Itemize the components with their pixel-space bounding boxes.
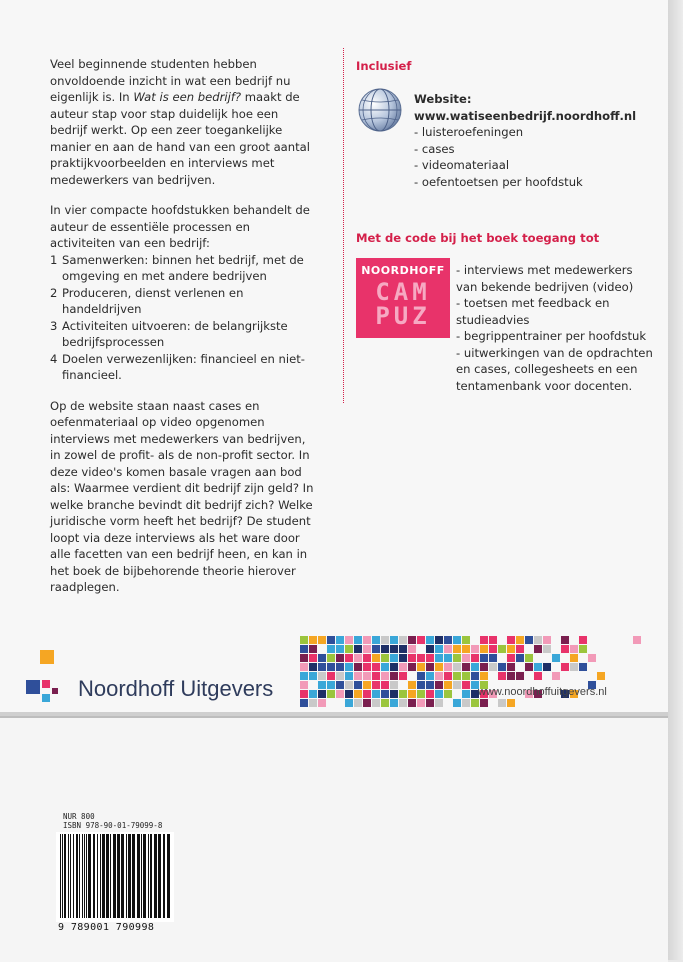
pixel-square (408, 690, 416, 698)
noordhoff-campus-logo: NOORDHOFF CAM PUZ (356, 258, 450, 338)
pixel-square (399, 690, 407, 698)
barcode-bar (158, 834, 161, 918)
pixel-square (561, 636, 569, 644)
pixel-square (327, 681, 335, 689)
pixel-square (525, 654, 533, 662)
pixel-square (516, 654, 524, 662)
pixel-square (426, 645, 434, 653)
pixel-square (525, 663, 533, 671)
pixel-square (435, 663, 443, 671)
pixel-square (534, 645, 542, 653)
pixel-square (300, 663, 308, 671)
chapter-item: 1 Samenwerken: binnen het bedrijf, met de omgeving en met andere bedrijven (50, 252, 304, 283)
pixel-square (480, 663, 488, 671)
pixel-square (309, 672, 317, 680)
pixel-square (462, 663, 470, 671)
pixel-square (507, 672, 515, 680)
pixel-square (345, 672, 353, 680)
pixel-square (363, 672, 371, 680)
pixel-square (408, 699, 416, 707)
pixel-square (435, 681, 443, 689)
publisher-name: Noordhoff Uitgevers (78, 676, 274, 701)
barcode-digits: 9 789001 790998 (58, 922, 155, 933)
pixel-square (354, 672, 362, 680)
barcode-bar (100, 834, 101, 918)
decorative-pixel-pattern (300, 636, 668, 712)
pixel-square (633, 636, 641, 644)
pixel-square (336, 654, 344, 662)
pixel-square (354, 645, 362, 653)
pixel-square (453, 654, 461, 662)
pixel-square (300, 636, 308, 644)
pixel-square (507, 645, 515, 653)
barcode-bar (110, 834, 111, 918)
pixel-square (507, 663, 515, 671)
barcode-bar (132, 834, 135, 918)
pixel-square (444, 690, 452, 698)
barcode-bar (70, 834, 71, 918)
pixel-square (381, 699, 389, 707)
pixel-square (381, 645, 389, 653)
pixel-square (300, 672, 308, 680)
barcode-bar (143, 834, 146, 918)
pixel-square (453, 672, 461, 680)
pixel-square (327, 654, 335, 662)
pixel-square (453, 663, 461, 671)
barcode-bar (121, 834, 124, 918)
pixel-square (408, 681, 416, 689)
pixel-square (381, 672, 389, 680)
pixel-square (390, 690, 398, 698)
pixel-square (363, 699, 371, 707)
pixel-square (399, 672, 407, 680)
pixel-square (309, 699, 317, 707)
globe-icon (356, 86, 404, 134)
pixel-square (426, 663, 434, 671)
barcode-bar (79, 834, 80, 918)
pixel-square (327, 690, 335, 698)
pixel-square (471, 699, 479, 707)
pixel-square (426, 690, 434, 698)
pixel-square (570, 663, 578, 671)
pixel-square (462, 654, 470, 662)
pixel-square (327, 672, 335, 680)
pixel-square (300, 681, 308, 689)
pixel-square (336, 636, 344, 644)
pixel-square (327, 636, 335, 644)
pixel-square (318, 636, 326, 644)
chapter-item: 2 Produceren, dienst verlenen en handeldrijven (50, 285, 244, 316)
pixel-square (444, 636, 452, 644)
list-item: - uitwerkingen van de opdrachten en cases, collegesheets en een tentamenbank voor docenten. (456, 345, 656, 395)
pixel-square (345, 690, 353, 698)
pixel-square (426, 681, 434, 689)
barcode-bar (73, 834, 74, 918)
pixel-square (435, 654, 443, 662)
pixel-square (516, 645, 524, 653)
pixel-square (525, 636, 533, 644)
pixel-square (318, 672, 326, 680)
pixel-square (363, 645, 371, 653)
pixel-square (372, 645, 380, 653)
pixel-square (426, 699, 434, 707)
pixel-square (336, 681, 344, 689)
pixel-square (543, 636, 551, 644)
pixel-square (318, 699, 326, 707)
pixel-square (390, 672, 398, 680)
isbn-barcode (56, 832, 174, 922)
pixel-square (363, 636, 371, 644)
pixel-square (390, 699, 398, 707)
pixel-square (300, 645, 308, 653)
pixel-square (354, 699, 362, 707)
pixel-square (399, 699, 407, 707)
pixel-square (345, 645, 353, 653)
pixel-square (354, 663, 362, 671)
pixel-square (318, 654, 326, 662)
pixel-square (390, 663, 398, 671)
pixel-square (507, 636, 515, 644)
pixel-square (471, 663, 479, 671)
pixel-square (309, 690, 317, 698)
pixel-square (588, 654, 596, 662)
pixel-square (417, 690, 425, 698)
pixel-square (372, 681, 380, 689)
pixel-square (417, 681, 425, 689)
pixel-square (354, 654, 362, 662)
column-divider (343, 48, 344, 403)
pixel-square (597, 672, 605, 680)
pixel-square (336, 663, 344, 671)
pixel-square (480, 645, 488, 653)
pixel-square (435, 672, 443, 680)
campus-features (456, 262, 656, 394)
pixel-square (381, 681, 389, 689)
pixel-square (498, 645, 506, 653)
pixel-square (300, 690, 308, 698)
pixel-square (336, 672, 344, 680)
barcode-bar (126, 834, 127, 918)
barcode-bar (163, 834, 165, 918)
pixel-square (345, 636, 353, 644)
code-access-heading: Met de code bij het boek toegang tot (356, 231, 600, 245)
pixel-square (372, 699, 380, 707)
pixel-square (435, 699, 443, 707)
pixel-square (444, 645, 452, 653)
pixel-square (552, 654, 560, 662)
pixel-square (354, 681, 362, 689)
barcode-bar (86, 834, 87, 918)
pixel-square (579, 636, 587, 644)
intro-paragraph: Veel beginnende studenten hebben onvoldoende inzicht in wat een bedrijf nu eigenlijk is. In Wat is een bedrijf? maakt de auteur stap voor stap duidelijk hoe een bedrijf werkt. Op een zeer toegankelijke manier en aan de hand van een groot aantal praktijkvoorbeelden en interviews met medewerkers van bedrijven. (50, 57, 310, 187)
pixel-square (381, 654, 389, 662)
barcode-bar (128, 834, 131, 918)
pixel-square (318, 681, 326, 689)
pixel-square (462, 681, 470, 689)
pixel-square (354, 636, 362, 644)
list-item: - interviews met medewerkers van bekende bedrijven (video) (456, 262, 656, 295)
pixel-square (345, 663, 353, 671)
pixel-square (345, 699, 353, 707)
pixel-square (300, 654, 308, 662)
pixel-square (462, 636, 470, 644)
pixel-square (309, 645, 317, 653)
pixel-square (444, 654, 452, 662)
pixel-square (372, 654, 380, 662)
barcode-bar (167, 834, 170, 918)
pixel-square (390, 681, 398, 689)
pixel-square (462, 672, 470, 680)
pixel-square (453, 699, 461, 707)
pixel-square (507, 654, 515, 662)
pixel-square (336, 645, 344, 653)
pixel-square (417, 663, 425, 671)
pixel-square (435, 645, 443, 653)
pixel-square (381, 663, 389, 671)
list-item: - toetsen met feedback en studieadvies (456, 295, 656, 328)
pixel-square (543, 645, 551, 653)
pixel-square (390, 636, 398, 644)
pixel-square (426, 636, 434, 644)
pixel-square (489, 663, 497, 671)
barcode-bar (113, 834, 116, 918)
chapter-item: 4 Doelen verwezenlijken: financieel en niet-financieel. (50, 351, 305, 382)
barcode-bar (84, 834, 85, 918)
pixel-square (516, 636, 524, 644)
pixel-square (372, 690, 380, 698)
chapter-list (50, 252, 318, 384)
pixel-square (561, 645, 569, 653)
barcode-bar (137, 834, 140, 918)
nur-isbn-text: NUR 800 ISBN 978-90-01-79099-8 (63, 812, 163, 830)
pixel-square (318, 690, 326, 698)
pixel-square (570, 654, 578, 662)
pixel-square (543, 663, 551, 671)
pixel-square (444, 681, 452, 689)
pixel-square (417, 636, 425, 644)
pixel-square (453, 645, 461, 653)
description-column (50, 56, 318, 610)
pixel-square (435, 690, 443, 698)
barcode-bar (88, 834, 91, 918)
pixel-square (399, 654, 407, 662)
pixel-square (417, 699, 425, 707)
barcode-bar (148, 834, 149, 918)
pixel-square (453, 681, 461, 689)
list-item: - cases (414, 141, 654, 158)
list-item: - luisteroefeningen (414, 124, 654, 141)
pixel-square (462, 699, 470, 707)
pixel-square (498, 672, 506, 680)
pixel-square (309, 663, 317, 671)
chapters-intro: In vier compacte hoofdstukken behandelt de auteur de essentiële processen en activiteiten van een bedrijf: (50, 203, 310, 250)
pixel-square (363, 663, 371, 671)
pixel-square (372, 672, 380, 680)
pixel-square (480, 636, 488, 644)
pixel-square (390, 654, 398, 662)
pixel-square (354, 690, 362, 698)
pixel-square (300, 699, 308, 707)
pixel-square (336, 690, 344, 698)
extras-column (356, 58, 656, 393)
barcode-bar (154, 834, 157, 918)
pixel-square (309, 654, 317, 662)
pixel-square (444, 663, 452, 671)
pixel-square (489, 645, 497, 653)
pixel-square (327, 645, 335, 653)
barcode-bar (60, 834, 61, 918)
pixel-square (426, 672, 434, 680)
chapter-item: 3 Activiteiten uitvoeren: de belangrijkste bedrijfsprocessen (50, 318, 288, 349)
pixel-square (534, 636, 542, 644)
pixel-square (498, 699, 506, 707)
barcode-bar (150, 834, 152, 918)
pixel-square (435, 636, 443, 644)
pixel-square (399, 663, 407, 671)
pixel-square (570, 645, 578, 653)
pixel-square (552, 672, 560, 680)
book-title-italic: Wat is een bedrijf? (133, 90, 242, 104)
barcode-bar (62, 834, 63, 918)
noordhoff-logo-icon (26, 650, 62, 702)
pixel-square (489, 654, 497, 662)
barcode-bar (141, 834, 142, 918)
pixel-square (408, 663, 416, 671)
barcode-bar (68, 834, 69, 918)
pixel-square (372, 636, 380, 644)
pixel-square (408, 645, 416, 653)
list-item: - videomateriaal (414, 157, 654, 174)
pixel-square (417, 672, 425, 680)
pixel-square (444, 672, 452, 680)
pixel-square (408, 636, 416, 644)
pixel-square (480, 654, 488, 662)
pixel-square (327, 663, 335, 671)
barcode-bar (117, 834, 120, 918)
pixel-square (372, 663, 380, 671)
publisher-website-link[interactable]: www.noordhoffuitgevers.nl (478, 686, 607, 698)
pixel-square (516, 672, 524, 680)
pixel-square (390, 645, 398, 653)
pixel-square (579, 645, 587, 653)
pixel-square (417, 654, 425, 662)
website-block (414, 91, 654, 190)
barcode-bar (97, 834, 98, 918)
website-features (414, 124, 654, 190)
pixel-square (381, 690, 389, 698)
barcode-bar (82, 834, 83, 918)
list-item: - oefentoetsen per hoofdstuk (414, 174, 654, 191)
pixel-square (453, 636, 461, 644)
pixel-square (363, 654, 371, 662)
pixel-square (534, 663, 542, 671)
pixel-square (408, 654, 416, 662)
pixel-square (480, 699, 488, 707)
pixel-square (471, 654, 479, 662)
list-item: - begrippentrainer per hoofdstuk (456, 328, 656, 345)
barcode-bar (102, 834, 105, 918)
pixel-square (480, 672, 488, 680)
pixel-square (309, 636, 317, 644)
pixel-square (579, 663, 587, 671)
pixel-square (345, 681, 353, 689)
pixel-square (426, 654, 434, 662)
pixel-square (399, 636, 407, 644)
barcode-bar (76, 834, 78, 918)
pixel-square (561, 663, 569, 671)
pixel-square (381, 636, 389, 644)
page-edge (668, 0, 683, 960)
website-paragraph: Op de website staan naast cases en oefenmateriaal op video opgenomen interviews met medewerkers van bedrijven, in zowel de profit- als de non-profit sector. In deze video's komen basale vragen aan bod als: Waarmee verdient dit bedrijf zijn geld? In welke branche bevindt dit bedrijf zich? Welke juridische vorm heeft het bedrijf? De student loopt via deze interviews als het ware door alle facetten van een bedrijf heen, en kan in het boek de bijbehorende theorie hierover raadplegen. (50, 398, 314, 594)
barcode-bar (106, 834, 109, 918)
pixel-square (534, 672, 542, 680)
pixel-square (363, 690, 371, 698)
barcode-bar (64, 834, 66, 918)
pixel-square (489, 636, 497, 644)
pixel-square (471, 645, 479, 653)
website-label: Website: (414, 92, 472, 106)
pixel-square (345, 654, 353, 662)
pixel-square (399, 645, 407, 653)
pixel-square (462, 645, 470, 653)
pixel-square (498, 663, 506, 671)
pixel-square (471, 672, 479, 680)
pixel-square (363, 681, 371, 689)
pixel-square (462, 690, 470, 698)
inclusief-heading: Inclusief (356, 59, 412, 73)
website-url-link[interactable]: www.watiseenbedrijf.noordhoff.nl (414, 108, 637, 123)
pixel-square (318, 663, 326, 671)
barcode-bar (93, 834, 95, 918)
pixel-square (507, 699, 515, 707)
